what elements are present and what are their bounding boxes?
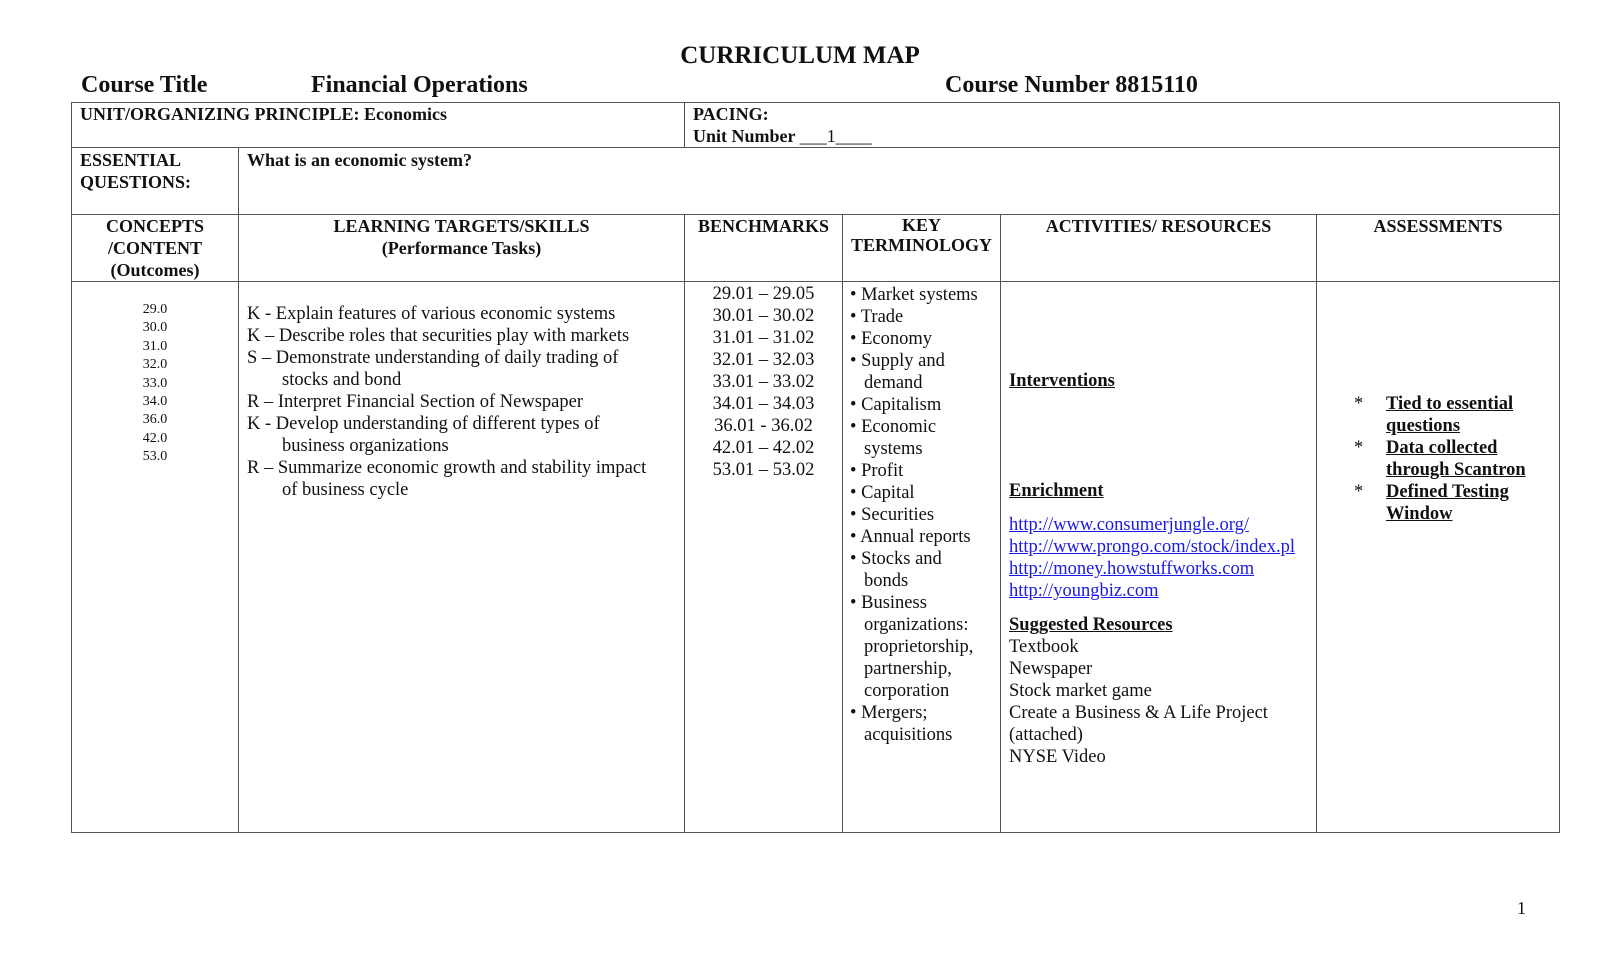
benchmark-item: 31.01 – 31.02 bbox=[712, 328, 815, 348]
assessments-list bbox=[1354, 393, 1554, 525]
bullet-icon: • bbox=[850, 703, 862, 723]
terminology-item bbox=[850, 702, 998, 746]
terminology-line bbox=[850, 394, 998, 416]
outcome-item: 42.0 bbox=[142, 430, 168, 446]
col-header-activities: ACTIVITIES/ RESOURCES bbox=[1045, 216, 1272, 236]
outcomes-list bbox=[72, 301, 238, 467]
terminology-item bbox=[850, 328, 998, 350]
col-header-benchmarks: BENCHMARKS bbox=[697, 216, 829, 236]
benchmark-item: 30.01 – 30.02 bbox=[712, 306, 815, 326]
terminology-line: corporation bbox=[864, 681, 950, 701]
terminology-line: demand bbox=[864, 373, 923, 393]
terminology-line: proprietorship, bbox=[864, 637, 974, 657]
learning-target: S – Demonstrate understanding of daily trading of bbox=[247, 348, 619, 368]
terminology-line: partnership, bbox=[864, 659, 952, 679]
terminology-item bbox=[850, 482, 998, 504]
bullet-icon: • bbox=[850, 285, 862, 305]
terminology-item bbox=[850, 526, 998, 548]
asterisk-bullet: * bbox=[1354, 394, 1364, 414]
terminology-item bbox=[850, 416, 998, 460]
terminology-line bbox=[850, 504, 998, 526]
outcome-item: 29.0 bbox=[142, 302, 168, 317]
terminology-line: bonds bbox=[864, 571, 909, 591]
terminology-line bbox=[850, 328, 998, 350]
benchmark-item: 36.01 - 36.02 bbox=[714, 416, 813, 436]
col-header-line: CONCEPTS bbox=[105, 216, 204, 236]
terminology-text: Capitalism bbox=[861, 395, 942, 415]
bullet-icon: • bbox=[850, 527, 861, 547]
pacing-label: PACING: bbox=[693, 104, 769, 124]
assessment-item bbox=[1354, 481, 1554, 525]
terminology-line bbox=[850, 350, 998, 372]
terminology-item bbox=[850, 548, 998, 592]
col-header-line: LEARNING TARGETS/SKILLS bbox=[333, 216, 590, 236]
course-title-value: Financial Operations bbox=[311, 72, 528, 98]
interventions-heading: Interventions bbox=[1009, 371, 1115, 391]
asterisk-bullet: * bbox=[1354, 438, 1364, 458]
learning-target: business organizations bbox=[282, 436, 449, 456]
benchmark-item: 33.01 – 33.02 bbox=[712, 372, 815, 392]
terminology-line bbox=[850, 416, 998, 438]
terminology-text: Profit bbox=[861, 461, 904, 481]
terminology-item bbox=[850, 306, 998, 328]
suggested-resources-list bbox=[1009, 636, 1314, 768]
terminology-item bbox=[850, 394, 998, 416]
outcome-item: 31.0 bbox=[142, 338, 168, 354]
terminology-text: Annual reports bbox=[860, 527, 971, 547]
terminology-item bbox=[850, 504, 998, 526]
asterisk-bullet: * bbox=[1354, 482, 1364, 502]
terminology-item bbox=[850, 350, 998, 394]
terminology-text: Capital bbox=[861, 483, 915, 503]
assessment-line: Defined Testing bbox=[1386, 482, 1509, 502]
enrichment-heading: Enrichment bbox=[1009, 481, 1104, 501]
assessment-line: through Scantron bbox=[1386, 460, 1526, 480]
bullet-icon: • bbox=[850, 351, 862, 371]
suggested-resources-heading: Suggested Resources bbox=[1009, 615, 1173, 635]
col-header-line: /CONTENT bbox=[107, 238, 203, 258]
bullet-icon: • bbox=[850, 395, 862, 415]
organizing-principle: UNIT/ORGANIZING PRINCIPLE: Economics bbox=[80, 104, 448, 124]
terminology-text: Securities bbox=[861, 505, 935, 525]
enrichment-links bbox=[1009, 514, 1314, 602]
resource-link[interactable]: http://www.prongo.com/stock/index.pl bbox=[1009, 537, 1296, 557]
assessment-line: Data collected bbox=[1386, 438, 1498, 458]
page-title: CURRICULUM MAP bbox=[680, 42, 920, 69]
suggested-resource: Newspaper bbox=[1009, 659, 1093, 679]
terminology-text: Market systems bbox=[861, 285, 978, 305]
terminology-line bbox=[850, 526, 998, 548]
terminology-line: acquisitions bbox=[864, 725, 953, 745]
suggested-resource: Textbook bbox=[1009, 637, 1079, 657]
col-header-assessments: ASSESSMENTS bbox=[1373, 216, 1503, 236]
assessment-item bbox=[1354, 393, 1554, 437]
benchmarks-list bbox=[685, 283, 842, 481]
benchmark-item: 29.01 – 29.05 bbox=[712, 284, 815, 304]
course-number: Course Number 8815110 bbox=[945, 72, 1198, 98]
terminology-text: Business bbox=[861, 593, 927, 613]
benchmark-item: 42.01 – 42.02 bbox=[712, 438, 815, 458]
outcome-item: 30.0 bbox=[142, 320, 168, 336]
terminology-text: Economy bbox=[861, 329, 933, 349]
terminology-text: Trade bbox=[860, 307, 904, 327]
bullet-icon: • bbox=[850, 549, 862, 569]
learning-target: of business cycle bbox=[282, 480, 409, 500]
bullet-icon: • bbox=[850, 505, 862, 525]
outcome-item: 34.0 bbox=[142, 394, 168, 410]
terminology-line bbox=[850, 284, 998, 306]
essential-question: What is an economic system? bbox=[247, 150, 472, 170]
essential-label-line: QUESTIONS: bbox=[80, 172, 192, 192]
col-header-targets bbox=[239, 215, 684, 259]
resource-link[interactable]: http://www.consumerjungle.org/ bbox=[1009, 515, 1249, 535]
learning-targets-list bbox=[247, 303, 646, 501]
benchmark-item: 34.01 – 34.03 bbox=[712, 394, 815, 414]
terminology-line: organizations: bbox=[864, 615, 969, 635]
assessment-item bbox=[1354, 437, 1554, 481]
learning-target: K – Describe roles that securities play with markets bbox=[247, 326, 630, 346]
learning-target: stocks and bond bbox=[282, 370, 402, 390]
terminology-item bbox=[850, 460, 998, 482]
terminology-text: Economic bbox=[861, 417, 937, 437]
col-header-line: (Performance Tasks) bbox=[381, 238, 542, 258]
col-header-terminology bbox=[843, 215, 1000, 255]
terminology-list bbox=[850, 284, 998, 746]
resource-link[interactable]: http://youngbiz.com bbox=[1009, 581, 1159, 601]
bullet-icon: • bbox=[850, 307, 861, 327]
terminology-line bbox=[850, 482, 998, 504]
terminology-line: systems bbox=[864, 439, 923, 459]
bullet-icon: • bbox=[850, 461, 862, 481]
essential-questions-label bbox=[80, 149, 191, 193]
suggested-resource: Stock market game bbox=[1009, 681, 1152, 701]
terminology-text: Stocks and bbox=[861, 549, 942, 569]
terminology-line bbox=[850, 460, 998, 482]
terminology-text: Supply and bbox=[861, 351, 945, 371]
learning-target: K - Explain features of various economic systems bbox=[247, 304, 616, 324]
col-header-line: KEY bbox=[901, 215, 941, 235]
benchmark-item: 53.01 – 53.02 bbox=[712, 460, 815, 480]
terminology-text: Mergers; bbox=[861, 703, 928, 723]
page-number: 1 bbox=[1517, 898, 1526, 918]
assessment-line: Window bbox=[1386, 504, 1453, 524]
unit-number-value: ___1____ bbox=[799, 126, 872, 146]
unit-number-label: Unit Number bbox=[693, 126, 796, 146]
suggested-resource: NYSE Video bbox=[1009, 747, 1106, 767]
resource-link[interactable]: http://money.howstuffworks.com bbox=[1009, 559, 1255, 579]
learning-target: R – Summarize economic growth and stability impact bbox=[247, 458, 647, 478]
unit-number-line bbox=[693, 125, 872, 147]
assessment-line: Tied to essential bbox=[1386, 394, 1514, 414]
outcome-item: 36.0 bbox=[142, 412, 168, 428]
col-header-line: (Outcomes) bbox=[110, 260, 200, 280]
bullet-icon: • bbox=[850, 329, 862, 349]
terminology-line bbox=[850, 306, 998, 328]
essential-label-line: ESSENTIAL bbox=[80, 150, 182, 170]
outcome-item: 53.0 bbox=[142, 449, 168, 465]
terminology-item bbox=[850, 284, 998, 306]
assessment-line: questions bbox=[1386, 416, 1461, 436]
col-header-line: TERMINOLOGY bbox=[850, 235, 992, 255]
col-header-concepts bbox=[72, 215, 238, 281]
activities-resources bbox=[1009, 370, 1314, 768]
outcome-item: 33.0 bbox=[142, 375, 168, 391]
terminology-item bbox=[850, 592, 998, 702]
suggested-resource: (attached) bbox=[1009, 725, 1083, 745]
course-title-label: Course Title bbox=[81, 72, 208, 98]
bullet-icon: • bbox=[850, 417, 862, 437]
outcome-item: 32.0 bbox=[142, 357, 168, 373]
bullet-icon: • bbox=[850, 593, 862, 613]
bullet-icon: • bbox=[850, 483, 862, 503]
benchmark-item: 32.01 – 32.03 bbox=[712, 350, 815, 370]
terminology-line bbox=[850, 702, 998, 724]
terminology-line bbox=[850, 592, 998, 614]
learning-target: K - Develop understanding of different types of bbox=[247, 414, 600, 434]
learning-target: R – Interpret Financial Section of Newspaper bbox=[247, 392, 583, 412]
suggested-resource: Create a Business & A Life Project bbox=[1009, 703, 1268, 723]
terminology-line bbox=[850, 548, 998, 570]
